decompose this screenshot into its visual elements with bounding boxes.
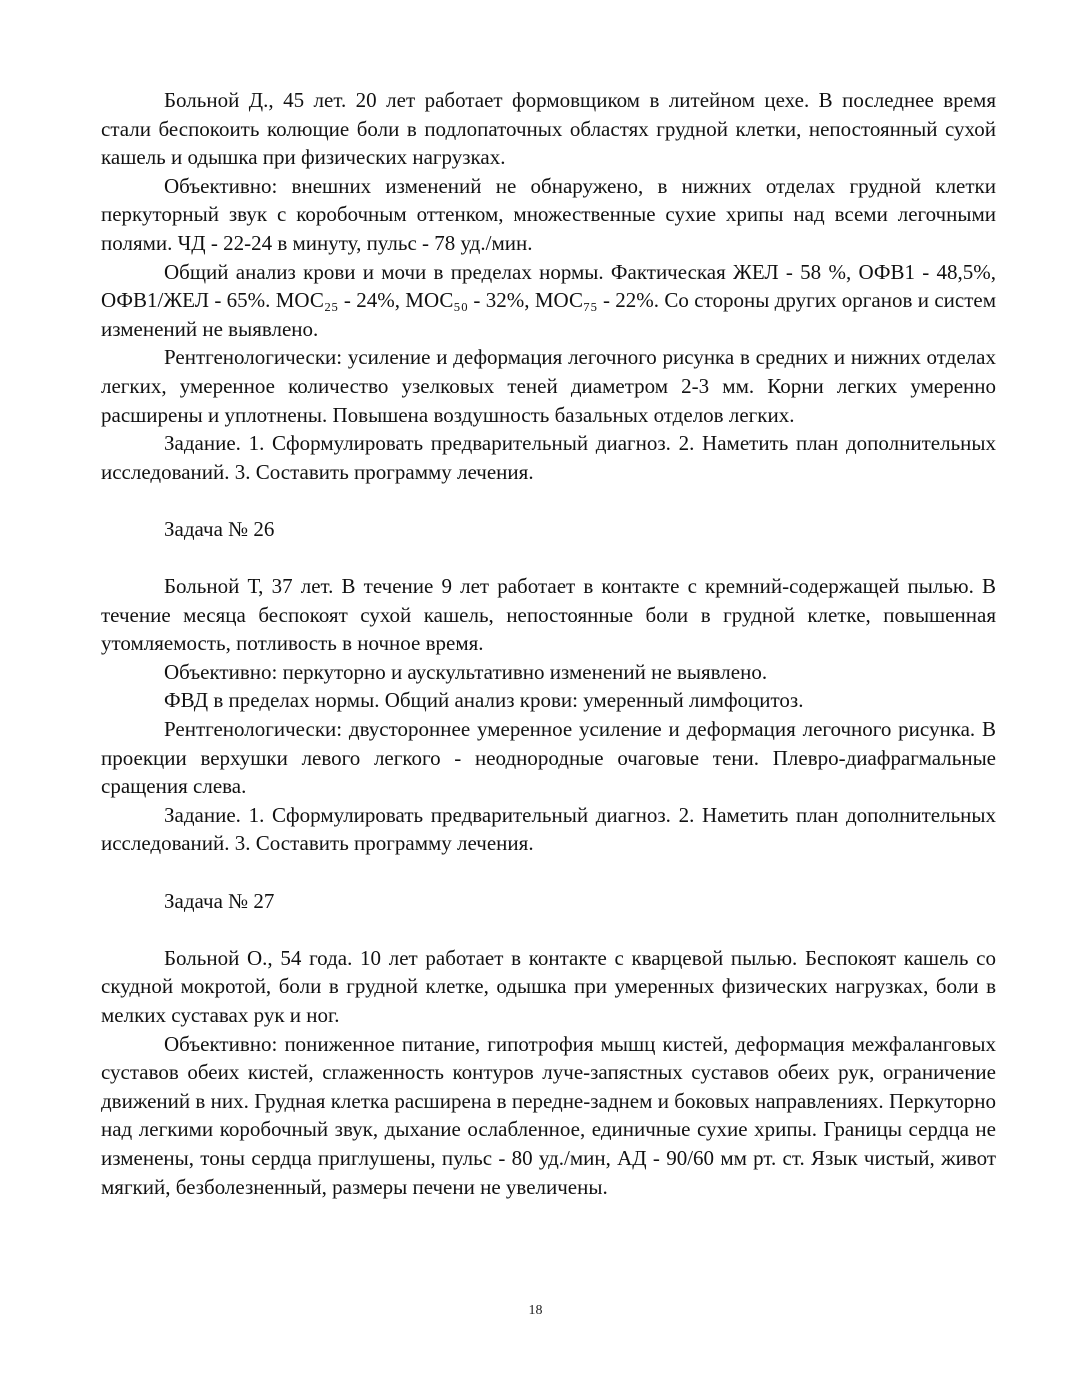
document-page (101, 86, 996, 1201)
case27-heading: Задача № 27 (164, 888, 275, 913)
case26-heading: Задача № 26 (164, 516, 275, 541)
case25-paragraph-2: Объективно: внешних изменений не обнаружено, в нижних отделах грудной клетки перкуторный звук с коробочным оттенком, множественные сухие хрипы над всеми легочными полями. ЧД - 22-24 в минуту, пульс - 78 уд./мин. (101, 173, 996, 255)
case26-paragraph-3: ФВД в пределах нормы. Общий анализ крови: умеренный лимфоцитоз. (164, 688, 804, 713)
case26-task: Задание. 1. Сформулировать предварительный диагноз. 2. Наметить план дополнительных исследований. 3. Составить программу лечения. (101, 802, 996, 856)
case26-paragraph-1: Больной Т, 37 лет. В течение 9 лет работает в контакте с кремний-содержащей пылью. В течение месяца беспокоят сухой кашель, непостоянные боли в грудной клетке, повышенная утомляемость, потливость в ночное время. (101, 574, 996, 656)
case25-paragraph-3: Общий анализ крови и мочи в пределах нормы. Фактическая ЖЕЛ - 58 %, ОФВ1 - 48,5%, ОФВ1/ЖЕЛ - 65%. МОС₂₅ - 24%, МОС₅₀ - 32%, МОС₇₅ - 22%. Со стороны других органов и систем изменений не выявлено. (101, 259, 996, 341)
case26-paragraph-4: Рентгенологически: двустороннее умеренное усиление и деформация легочного рисунка. В проекции верхушки левого легкого - неоднородные очаговые тени. Плевро-диафрагмальные сращения слева. (101, 717, 996, 799)
case26-paragraph-2: Объективно: перкуторно и аускультативно изменений не выявлено. (164, 659, 768, 684)
case27-paragraph-2: Объективно: пониженное питание, гипотрофия мышц кистей, деформация межфаланговых суставов обеих кистей, сглаженность контуров луче-запястных суставов обеих рук, ограничение движений в них. Грудная клетка расширена в передне-заднем и боковых направлениях. Перкуторно над легкими коробочный звук, дыхание ослабленное, единичные сухие хрипы. Границы сердца не изменены, тоны сердца приглушены, пульс - 80 уд./мин, АД - 90/60 мм рт. ст. Язык чистый, живот мягкий, безболезненный, размеры печени не увеличены. (101, 1031, 996, 1199)
case25-paragraph-4: Рентгенологически: усиление и деформация легочного рисунка в средних и нижних отделах легких, умеренное количество узелковых теней диаметром 2-3 мм. Корни легких умеренно расширены и уплотнены. Повышена воздушность базальных отделов легких. (101, 345, 996, 427)
case25-task: Задание. 1. Сформулировать предварительный диагноз. 2. Наметить план дополнительных исследований. 3. Составить программу лечения. (101, 431, 996, 484)
case27-paragraph-1: Больной О., 54 года. 10 лет работает в контакте с кварцевой пылью. Беспокоят кашель со скудной мокротой, боли в грудной клетке, одышка при умеренных физических нагрузках, боли в мелких суставах рук и ног. (101, 945, 996, 1027)
case25-paragraph-1: Больной Д., 45 лет. 20 лет работает формовщиком в литейном цехе. В последнее время стали беспокоить колющие боли в подлопаточных областях грудной клетки, непостоянный сухой кашель и одышка при физических нагрузках. (101, 88, 996, 170)
page-number: 18 (528, 1303, 543, 1318)
